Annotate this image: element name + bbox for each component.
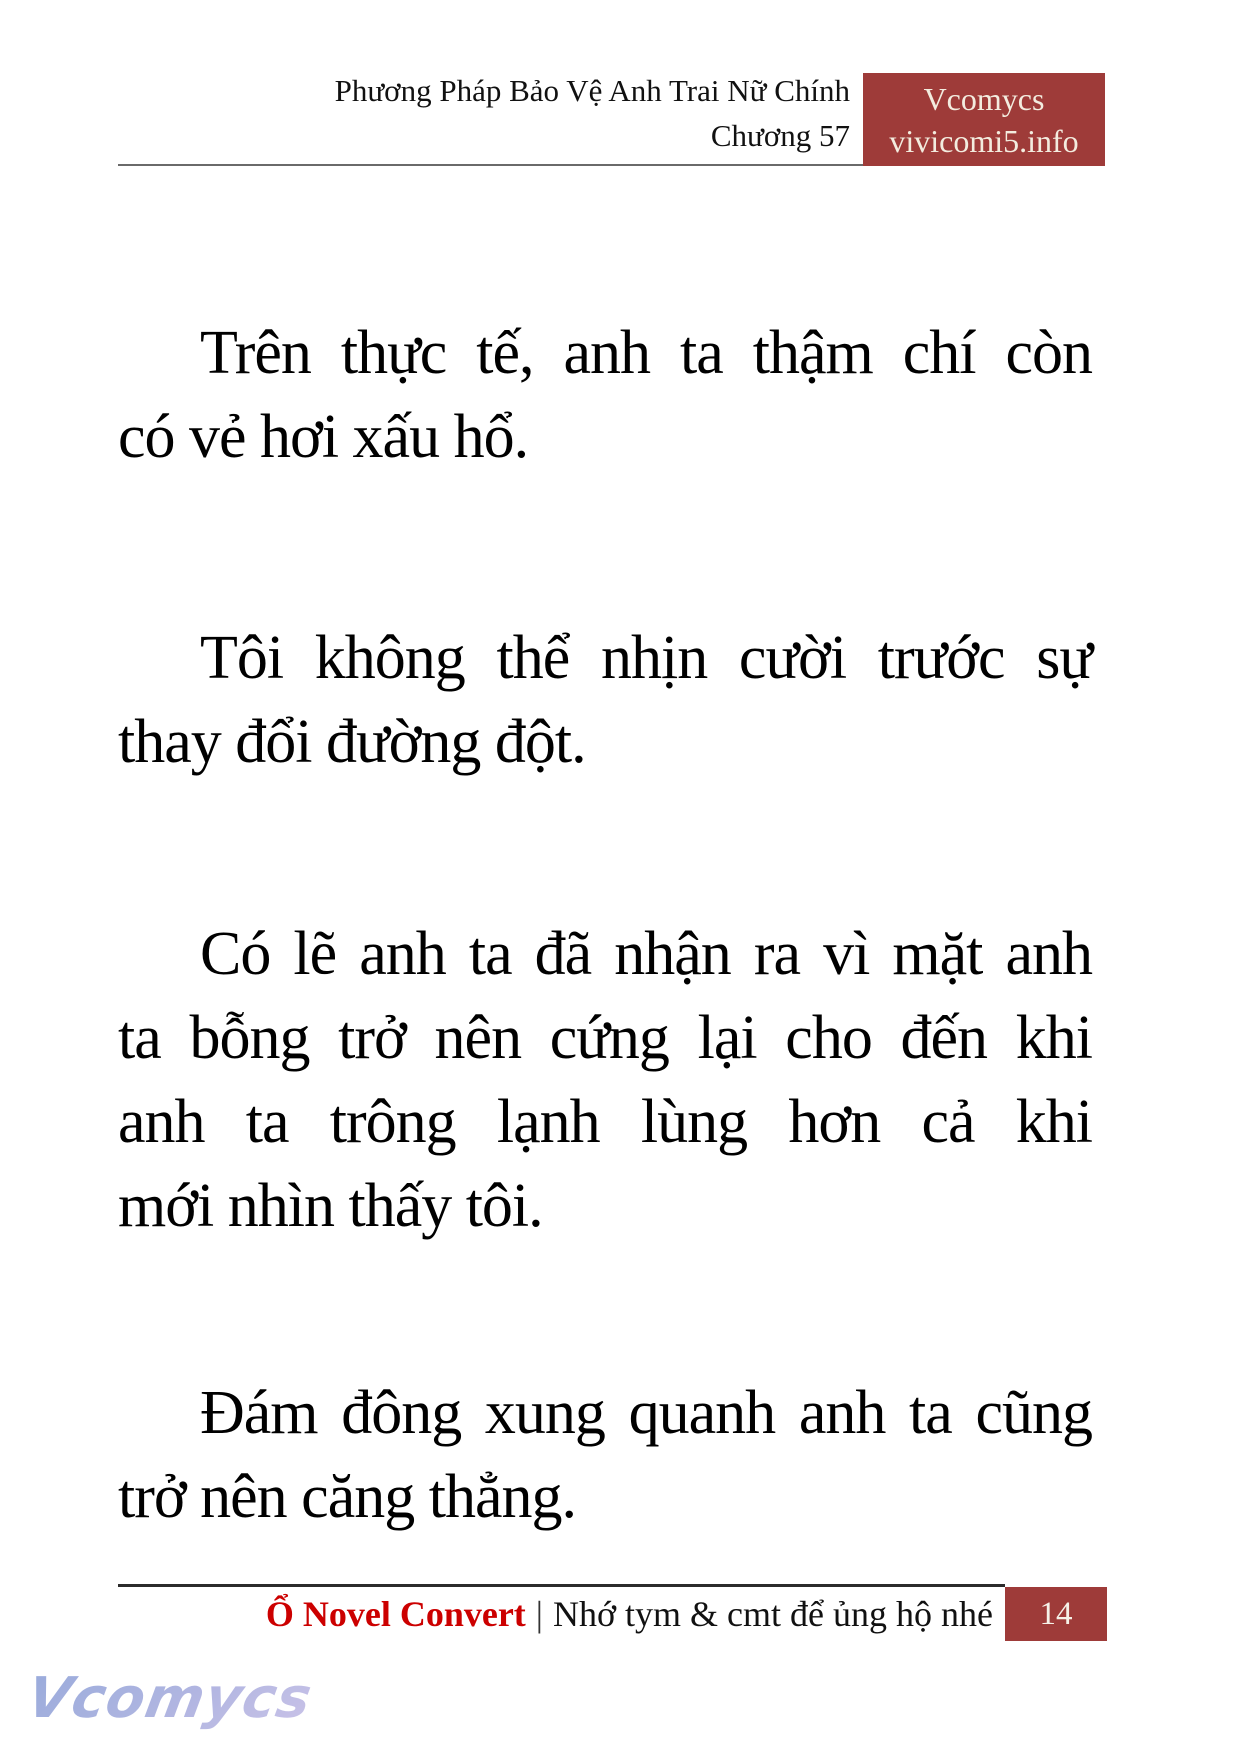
body-line: Tôi không thể nhịn cười trước sự [200,624,1092,692]
body-line: Đám đông xung quanh anh ta cũng [200,1379,1092,1447]
footer-separator: | [535,1594,544,1634]
body-paragraph [118,912,1092,1248]
site-badge-name: Vcomycs [923,80,1045,117]
page-header [118,68,850,158]
body-line: có vẻ hơi xấu hổ. [118,403,529,471]
body-line: thay đổi đường đột. [118,708,586,776]
body-text [118,166,1092,1539]
body-paragraph [118,311,1092,479]
footer-message: Nhớ tym & cmt để ủng hộ nhé [553,1594,993,1634]
body-paragraph [118,616,1092,784]
body-line: trở nên căng thẳng. [118,1463,576,1531]
body-paragraph [118,1371,1092,1539]
body-line: mới nhìn thấy tôi. [118,1172,543,1240]
site-badge-url: vivicomi5.info [889,122,1079,159]
body-line: Trên thực tế, anh ta thậm chí còn [200,319,1092,387]
page-number: 14 [1039,1596,1073,1632]
vcomycs-watermark-logo: Vcomycs [22,1666,318,1731]
body-line: Có lẽ anh ta đã nhận ra vì mặt anh [200,920,1092,988]
page-number-badge [1005,1587,1107,1641]
chapter-label: Chương 57 [710,118,850,153]
footer-brand: Ổ Novel Convert [265,1594,526,1634]
footer-credit [118,1587,993,1641]
body-line: anh ta trông lạnh lùng hơn cả khi [118,1088,1092,1156]
series-title: Phương Pháp Bảo Vệ Anh Trai Nữ Chính [334,73,850,108]
body-line: ta bỗng trở nên cứng lại cho đến khi [118,1004,1092,1072]
site-badge [863,73,1105,166]
